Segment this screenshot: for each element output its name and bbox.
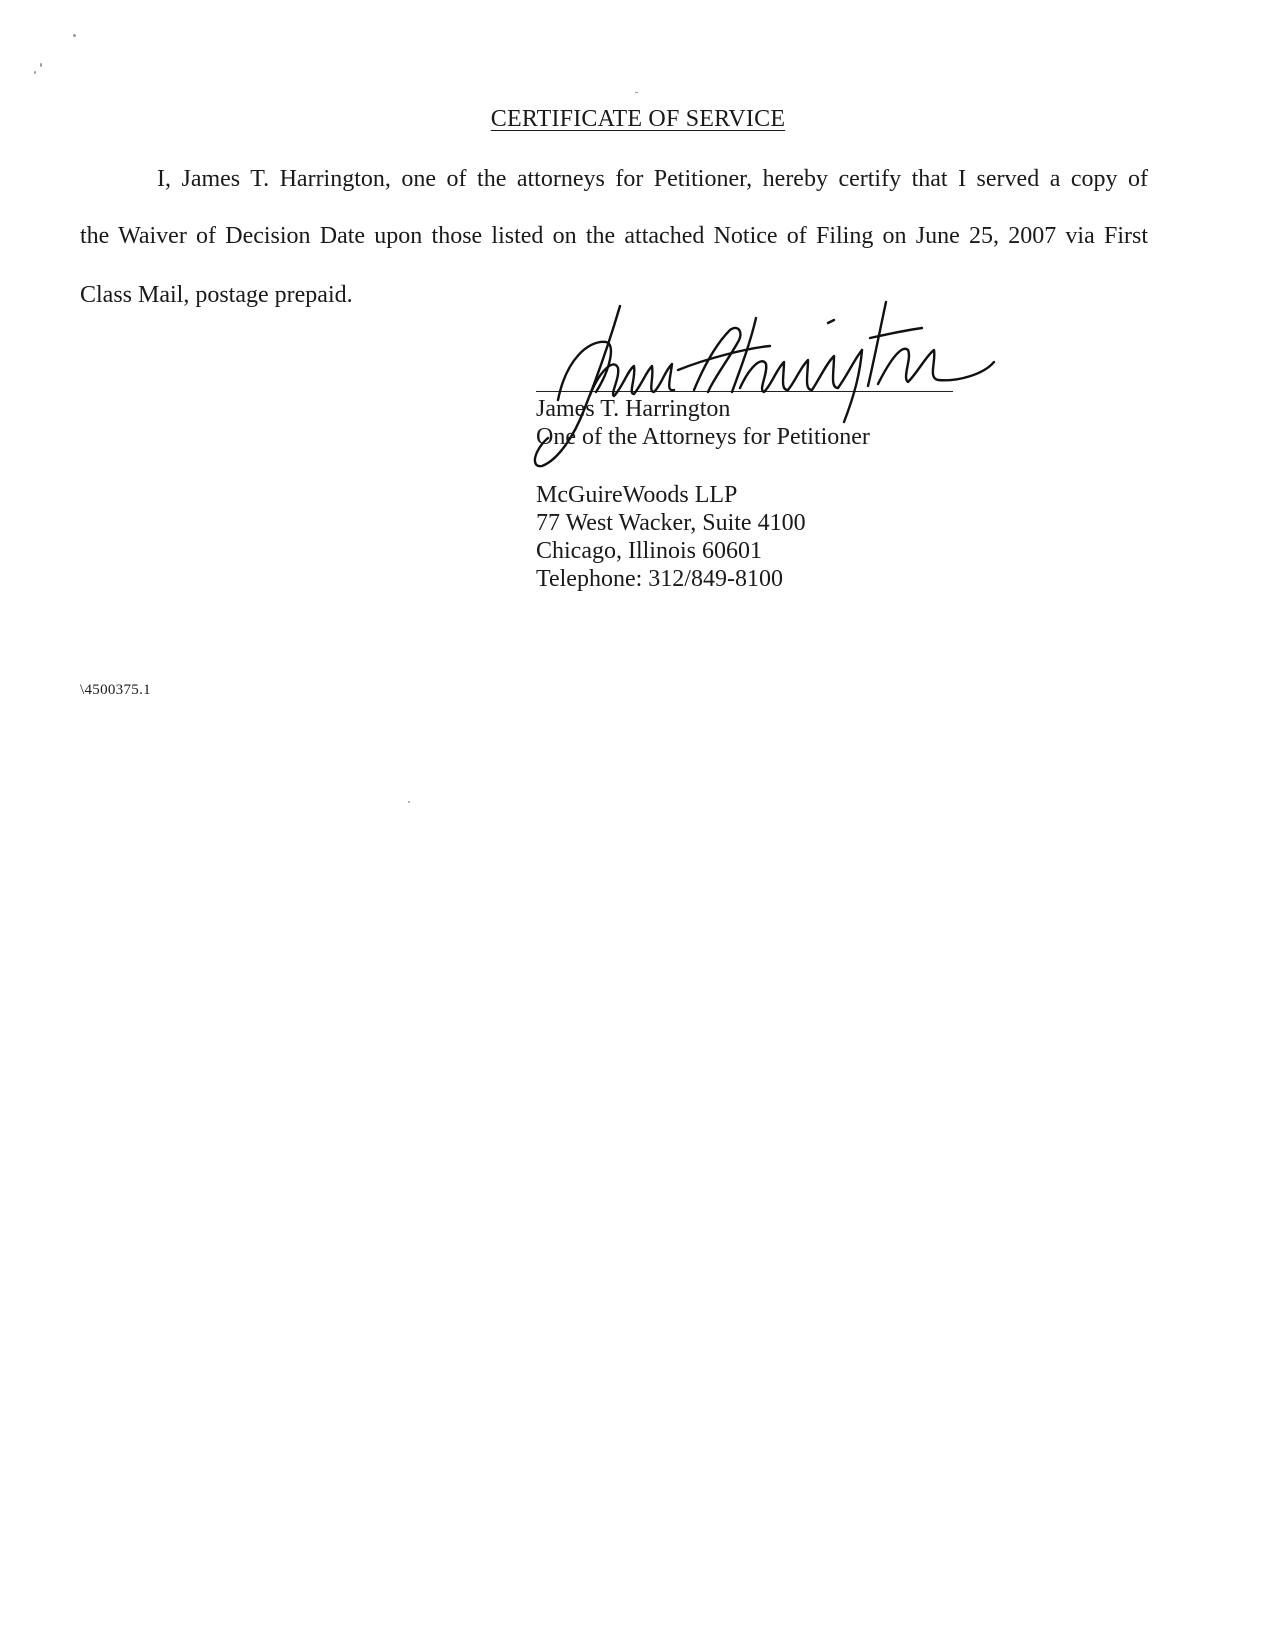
firm-name: McGuireWoods LLP (536, 482, 738, 508)
paragraph-line-1: I, James T. Harrington, one of the attorneys for Petitioner, hereby certify that I served a copy of (157, 166, 1148, 192)
signer-name: James T. Harrington (536, 396, 731, 422)
scan-speck (73, 34, 76, 37)
title-text: CERTIFICATE OF SERVICE (490, 106, 786, 132)
scan-speck (408, 801, 410, 803)
scan-speck (635, 92, 638, 93)
paragraph-line-3: Class Mail, postage prepaid. (80, 282, 353, 308)
scan-speck (40, 63, 42, 67)
scan-speck (34, 71, 36, 74)
firm-telephone: Telephone: 312/849-8100 (536, 566, 783, 592)
firm-address-line-2: Chicago, Illinois 60601 (536, 538, 762, 564)
document-id: \4500375.1 (80, 682, 151, 698)
signer-role: One of the Attorneys for Petitioner (536, 424, 870, 450)
paragraph-line-2: the Waiver of Decision Date upon those listed on the attached Notice of Filing on June 25, 2007 via First (80, 223, 1148, 249)
page-title (0, 106, 1276, 133)
firm-address-line-1: 77 West Wacker, Suite 4100 (536, 510, 806, 536)
